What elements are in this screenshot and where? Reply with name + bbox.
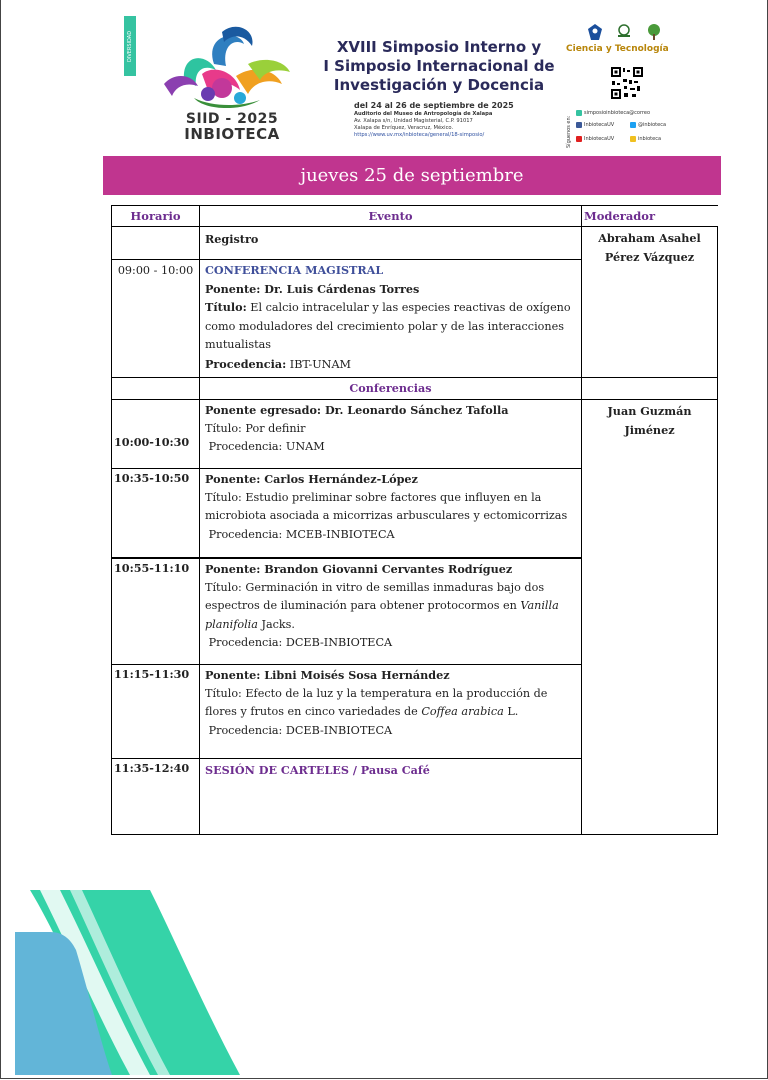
header-moderator-label: Moderador (584, 209, 656, 223)
header-moderator (581, 205, 718, 227)
social-facebook-label: InbiotecaUV (584, 122, 615, 128)
break-time: 11:35-12:40 (114, 761, 190, 775)
talk-time: 10:00-10:30 (114, 435, 190, 449)
tree-emblem-icon (646, 24, 662, 40)
talk-title-suffix: L. (507, 705, 519, 718)
talk-title-species: Coffea arabica (421, 705, 504, 718)
header-event-label: Evento (368, 209, 413, 223)
social-email[interactable] (576, 110, 650, 116)
social-email-label: simposioinbioteca@correo (584, 110, 651, 116)
break-cell (199, 758, 582, 835)
social-youtube[interactable] (576, 136, 614, 142)
email-icon (576, 110, 582, 116)
talk-title-text: Efecto de la luz y la temperatura en la producción de flores y frutos en cinco variedades de (205, 686, 548, 718)
talk-origin-label: Procedencia: (208, 527, 283, 541)
facebook-icon (576, 122, 582, 128)
uv-emblem-icon (588, 24, 602, 40)
talk-origin-text: DCEB-INBIOTECA (285, 636, 393, 649)
talk-origin (205, 722, 576, 741)
keynote-time-cell (111, 259, 200, 378)
talk-speaker: Ponente: Carlos Hernández-López (205, 472, 418, 486)
talk-origin (205, 634, 576, 653)
talk-title-text: Por definir (245, 421, 306, 435)
break-time-cell (111, 758, 200, 835)
qr-code-icon[interactable] (610, 66, 644, 100)
instagram-icon (630, 136, 636, 142)
social-instagram[interactable] (630, 136, 661, 142)
talk-origin-label: Procedencia: (208, 440, 283, 453)
talk-title (205, 685, 576, 722)
registro-time-cell (111, 226, 200, 260)
registro-cell (199, 226, 582, 260)
banner-side-strip (124, 16, 136, 76)
talk-title (205, 579, 576, 635)
siid-logo-text (166, 112, 298, 142)
siid-line-1: SIID - 2025 (185, 111, 279, 127)
registro-label: Registro (205, 232, 259, 246)
section-cell (199, 377, 582, 400)
moderator-cell-2 (581, 399, 718, 835)
follow-label: Síguenos en: (566, 115, 572, 148)
talk-cell (199, 468, 582, 558)
talk-cell (199, 399, 582, 469)
keynote-title (205, 298, 576, 355)
talk-title-label: Título: (205, 490, 242, 504)
talk-title-suffix: Jacks. (261, 617, 295, 631)
talk-title-label: Título: (205, 580, 242, 594)
youtube-icon (576, 136, 582, 142)
talk-time: 11:15-11:30 (114, 667, 190, 681)
siid-line-2: INBIOTECA (184, 125, 280, 143)
keynote-time: 09:00 - 10:00 (117, 264, 194, 277)
talk-origin-label: Procedencia: (208, 636, 283, 649)
talk-origin-text: UNAM (285, 440, 325, 453)
social-facebook[interactable] (576, 122, 614, 128)
talk-time: 10:55-11:10 (114, 561, 190, 575)
day-header (103, 156, 721, 195)
social-instagram-label: inbioteca (638, 136, 662, 142)
talk-title-species: Vanilla planifolia (205, 599, 559, 631)
event-dates: del 24 al 26 de septiembre de 2025 (354, 101, 514, 110)
corner-wave-decoration-icon (0, 880, 260, 1080)
talk-origin (205, 438, 576, 457)
talk-title-label: Título: (205, 421, 242, 435)
ciencia-tecnologia-label: Ciencia y Tecnología (566, 44, 669, 54)
break-label: SESIÓN DE CARTELES / Pausa Café (205, 763, 430, 777)
header-time-label: Horario (130, 209, 181, 223)
section-moderator-cell (581, 377, 718, 400)
talk-time-cell (111, 399, 200, 469)
keynote-cell (199, 259, 582, 378)
moderator-1-name: Abraham Asahel Pérez Vázquez (598, 231, 701, 264)
talk-origin-text: MCEB-INBIOTECA (285, 527, 395, 541)
talk-time-cell (111, 468, 200, 558)
talk-title (205, 489, 576, 526)
talk-title-text: Germinación in vitro de semillas inmaduras bajo dos espectros de iluminación para obtener protocormos en (205, 580, 545, 612)
talk-origin-label: Procedencia: (208, 723, 283, 737)
social-twitter-label: @inbioteca (638, 122, 667, 128)
talk-title-text: Estudio preliminar sobre factores que influyen en la microbiota asociada a micorrizas arbusculares y ectomicorrizas (205, 490, 568, 522)
title-line-1: XVIII Simposio Interno y (336, 38, 542, 56)
organization-logos (564, 24, 694, 54)
talk-origin-text: DCEB-INBIOTECA (285, 723, 393, 737)
event-venue: Auditorio del Museo de Antropología de Xalapa (354, 111, 493, 117)
schedule-table (111, 205, 718, 835)
header-event (199, 205, 582, 227)
talk-time: 10:35-10:50 (114, 471, 190, 485)
event-banner (124, 16, 694, 150)
event-url-link[interactable]: https://www.uv.mx/inbioteca/general/18-simposio/ (354, 132, 485, 138)
keynote-label: CONFERENCIA MAGISTRAL (205, 263, 384, 277)
twitter-icon (630, 122, 636, 128)
talk-time-cell (111, 558, 200, 665)
event-details (354, 100, 534, 139)
moderator-cell-1 (581, 226, 718, 378)
symposium-title (304, 38, 574, 95)
title-line-2: I Simposio Internacional de (323, 57, 555, 75)
keynote-origin-label: Procedencia: (205, 356, 287, 371)
keynote-title-text: El calcio intracelular y las especies reactivas de oxígeno como moduladores del crecimiento polar y de las interacciones mutualistas (205, 301, 571, 351)
social-twitter[interactable] (630, 122, 666, 128)
talk-title (205, 420, 576, 439)
moderator-2-name: Juan Guzmán Jiménez (607, 404, 692, 437)
event-address-1: Av. Xalapa s/n, Unidad Magisterial, C.P. 91017 (354, 118, 473, 124)
talk-title-label: Título: (205, 686, 242, 700)
event-address-2: Xalapa de Enríquez, Veracruz, México. (354, 125, 454, 131)
section-label: Conferencias (349, 381, 432, 395)
keynote-speaker: Ponente: Dr. Luis Cárdenas Torres (205, 281, 420, 296)
symposium-logo-icon (144, 24, 304, 116)
day-header-label: jueves 25 de septiembre (300, 165, 524, 186)
talk-origin (205, 526, 576, 545)
banner-side-label: DIVERSIDAD (127, 30, 133, 62)
keynote-origin-text: IBT-UNAM (289, 357, 351, 371)
keynote-origin (205, 355, 576, 375)
talk-cell (199, 558, 582, 665)
talk-time-cell (111, 664, 200, 759)
talk-speaker: Ponente: Libni Moisés Sosa Hernández (205, 668, 450, 682)
inbioteca-emblem-icon (616, 24, 632, 38)
section-time-cell (111, 377, 200, 400)
talk-cell (199, 664, 582, 759)
title-line-3: Investigación y Docencia (333, 76, 545, 94)
header-time (111, 205, 200, 227)
talk-speaker: Ponente egresado: Dr. Leonardo Sánchez Tafolla (205, 403, 509, 417)
social-youtube-label: InbiotecaUV (584, 136, 615, 142)
talk-speaker: Ponente: Brandon Giovanni Cervantes Rodríguez (205, 562, 513, 576)
keynote-title-label: Título: (205, 300, 247, 314)
